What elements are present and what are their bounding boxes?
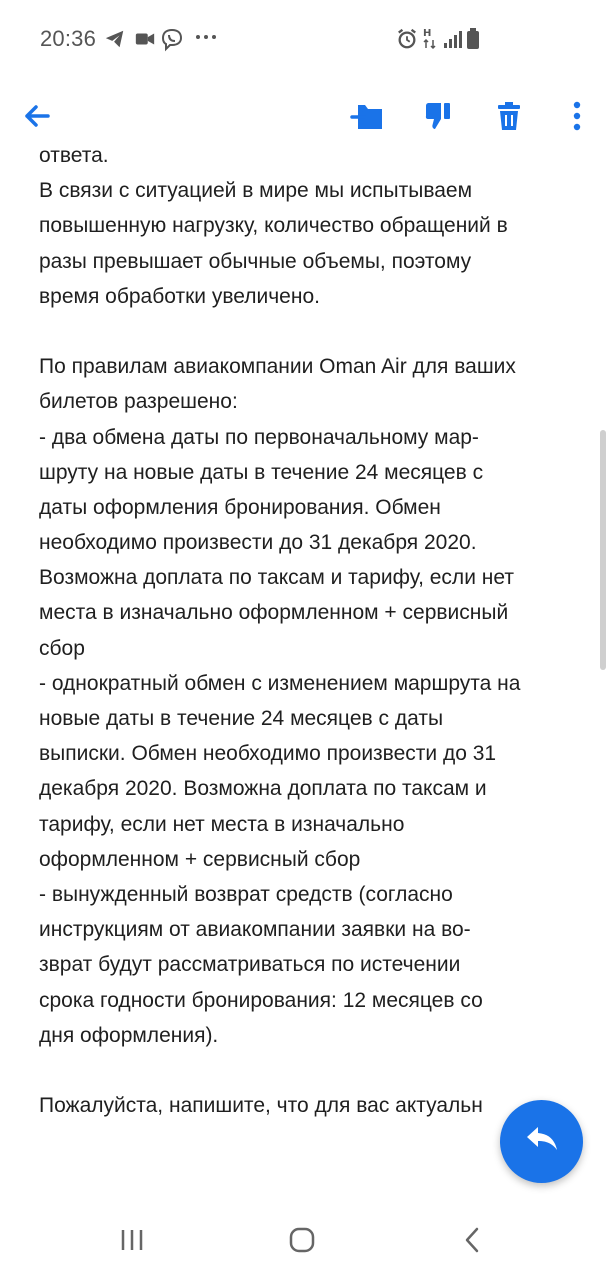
message-line: даты оформления бронирования. Обмен — [39, 495, 441, 519]
message-line: По правилам авиакомпании Oman Air для ваших — [39, 355, 516, 379]
message-line: выписки. Обмен необходимо произвести до 31 — [39, 742, 497, 766]
message-line: Пожалуйста, напишите, что для вас актуальн — [39, 1094, 483, 1118]
status-bar — [0, 0, 606, 80]
message-line: повышенную нагрузку, количество обращений в — [39, 214, 508, 238]
trash-icon[interactable] — [485, 92, 533, 140]
message-line: В связи с ситуацией в мире мы испытываем — [39, 179, 473, 203]
message-line: - два обмена даты по первоначальному мар- — [39, 425, 479, 449]
message-line: оформленном + сервисный сбор — [39, 847, 361, 871]
message-line: места в изначально оформленном + сервисный — [39, 601, 509, 625]
message-line: тарифу, если нет места в изначально — [39, 812, 405, 836]
more-dots-icon — [194, 25, 218, 54]
message-line: Возможна доплата по таксам и тарифу, если нет — [39, 566, 514, 590]
message-line: - однократный обмен с изменением маршрута на — [39, 671, 521, 695]
back-icon[interactable] — [452, 1220, 492, 1260]
message-toolbar — [0, 92, 606, 142]
message-line: разы превышает обычные объемы, поэтому — [39, 249, 472, 273]
navigation-bar — [0, 1200, 606, 1280]
paragraph-gap — [39, 314, 579, 349]
back-arrow-icon[interactable] — [13, 92, 61, 140]
message-line: билетов разрешено: — [39, 390, 238, 414]
viber-icon — [160, 28, 184, 57]
overflow-menu-icon[interactable] — [553, 92, 601, 140]
message-body — [39, 138, 579, 1123]
thumbs-down-icon[interactable] — [414, 92, 462, 140]
message-line: срока годности бронирования: 12 месяцев со — [39, 988, 483, 1012]
video-camera-icon — [134, 28, 156, 55]
message-line: декабря 2020. Возможна доплата по таксам и — [39, 777, 487, 801]
message-line: зврат будут рассматриваться по истечении — [39, 953, 461, 977]
message-line: инструкциям от авиакомпании заявки на во- — [39, 918, 471, 942]
message-line: время обработки увеличено. — [39, 284, 320, 308]
message-line: необходимо произвести до 31 декабря 2020. — [39, 531, 477, 555]
home-icon[interactable] — [282, 1220, 322, 1260]
message-line: - вынужденный возврат средств (согласно — [39, 882, 453, 906]
reply-button[interactable] — [500, 1100, 583, 1183]
hd-data-icon — [422, 26, 440, 55]
alarm-icon — [396, 28, 418, 55]
svg-text:H: H — [423, 28, 432, 39]
message-line: дня оформления). — [39, 1023, 219, 1047]
telegram-icon — [104, 28, 126, 55]
move-to-folder-icon[interactable] — [343, 92, 391, 140]
signal-icon — [442, 28, 464, 55]
reply-icon — [525, 1125, 559, 1158]
battery-icon — [466, 28, 480, 55]
scrollbar[interactable] — [600, 430, 606, 670]
message-line: ответа. — [39, 144, 109, 167]
message-line: новые даты в течение 24 месяцев с даты — [39, 707, 444, 730]
status-time: 20:36 — [40, 26, 97, 51]
recent-apps-icon[interactable] — [112, 1220, 152, 1260]
message-line: сбор — [39, 636, 85, 660]
paragraph-gap — [39, 1053, 579, 1088]
message-line: шруту на новые даты в течение 24 месяцев с — [39, 460, 484, 484]
